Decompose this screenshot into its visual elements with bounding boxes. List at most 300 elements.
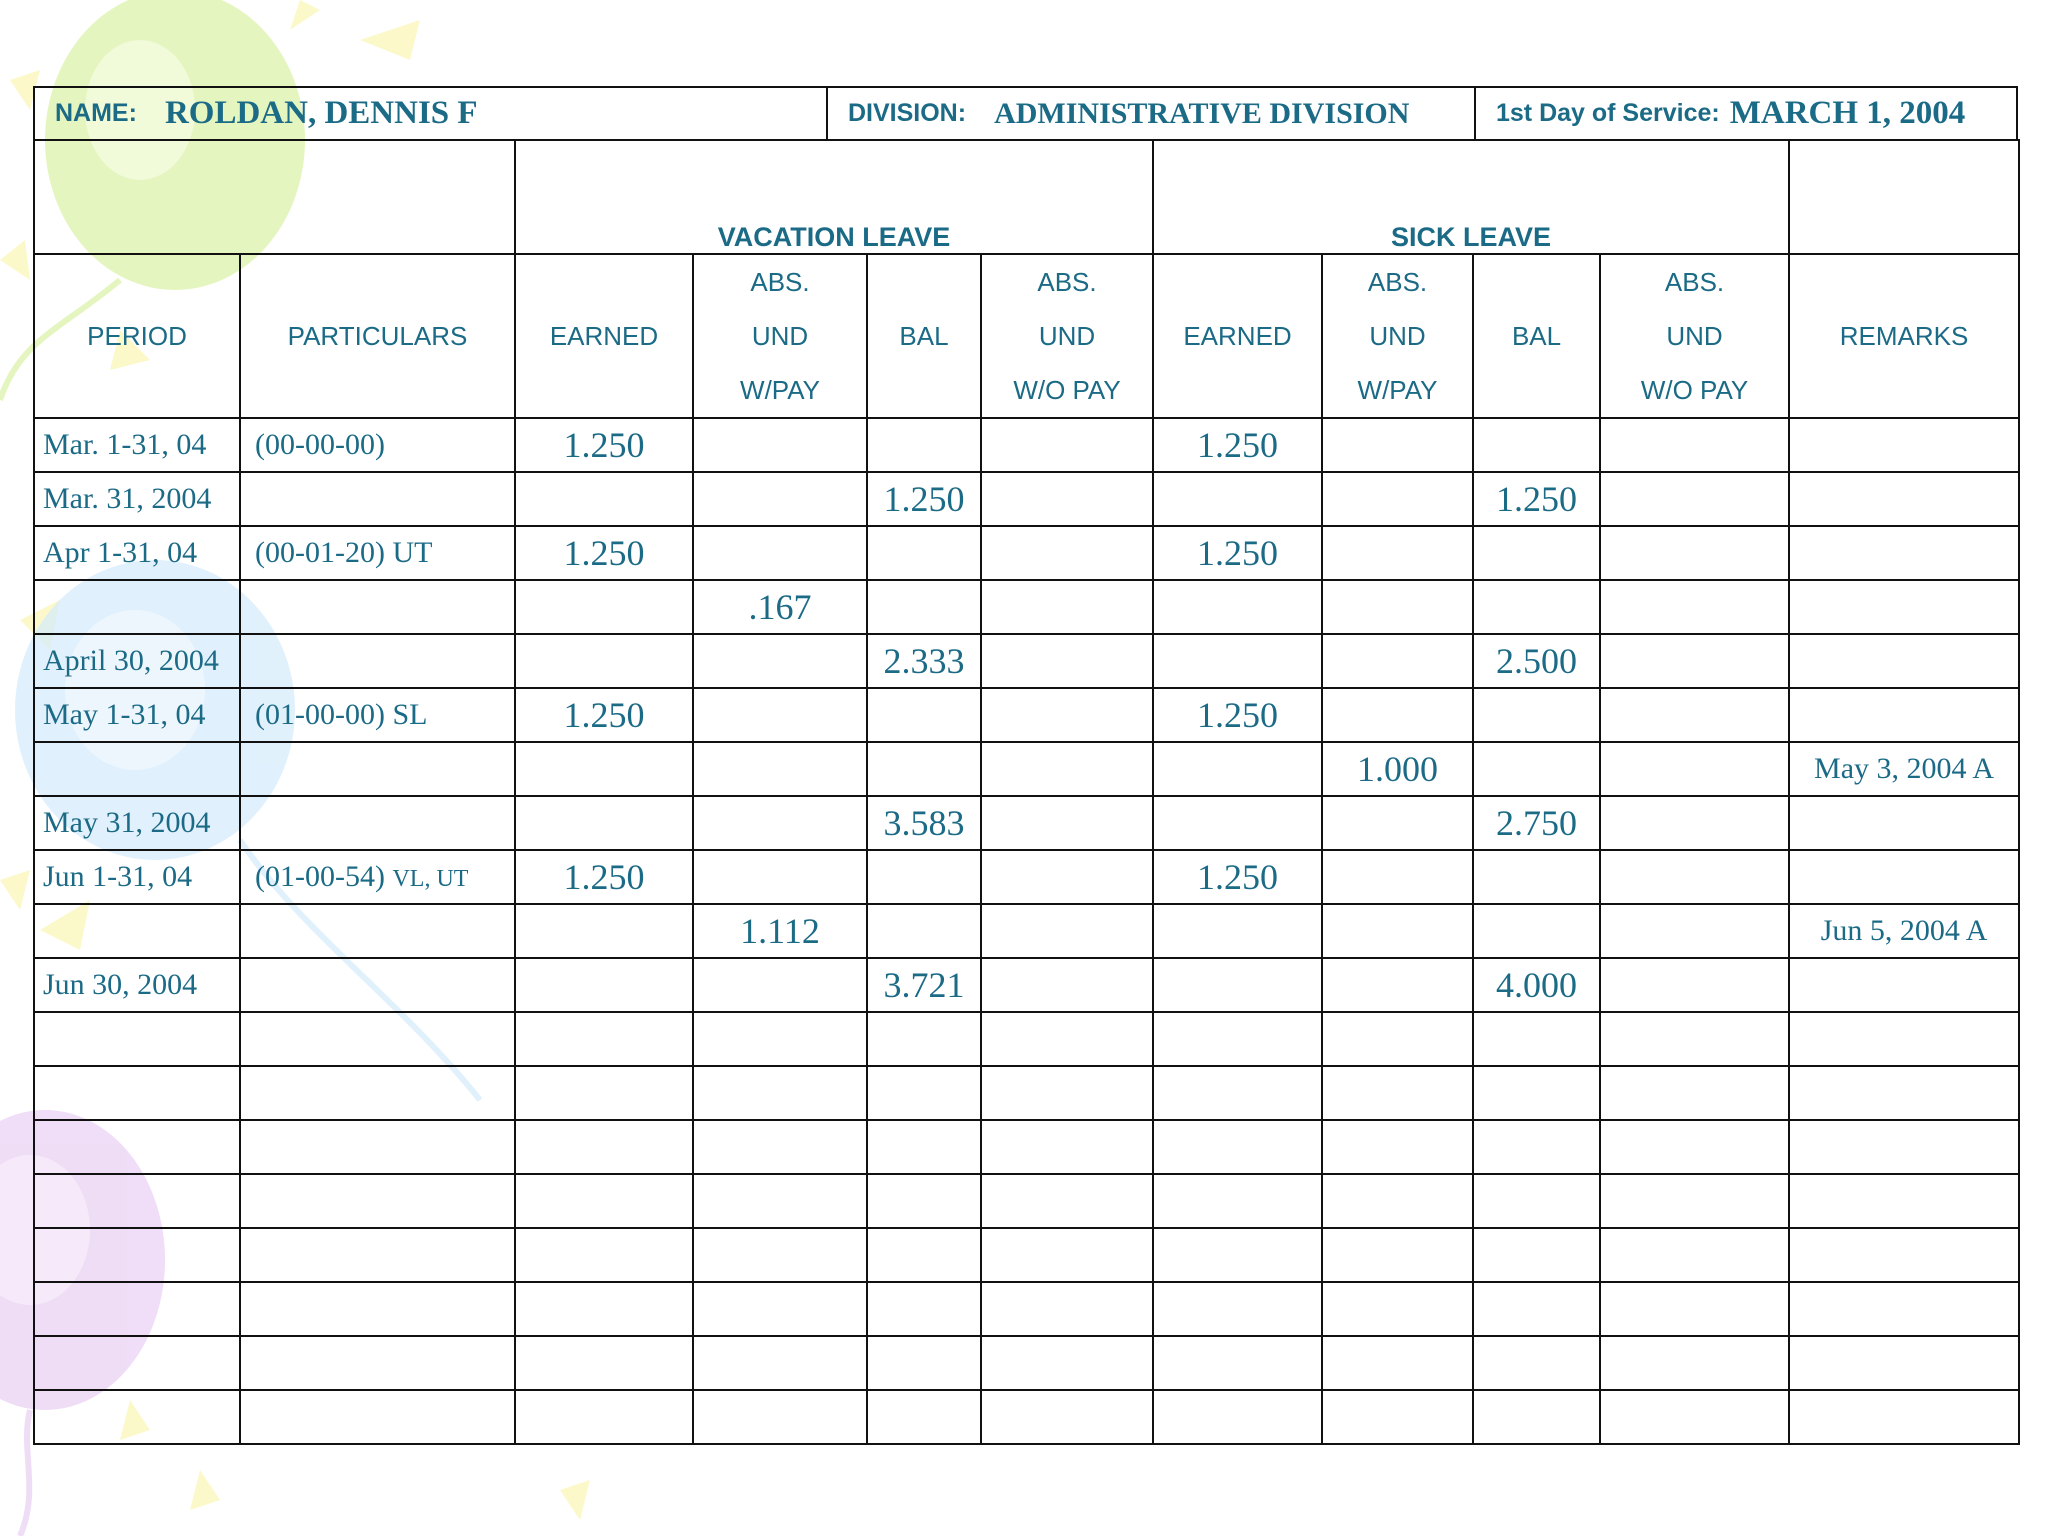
division-value: ADMINISTRATIVE DIVISION [994, 96, 1410, 130]
empty-row [34, 1228, 2019, 1282]
vl-earned-cell-text: 1.250 [563, 694, 645, 735]
division-cell [828, 88, 1476, 139]
empty-cell [34, 1120, 240, 1174]
col-sl-earned: EARNED [1153, 254, 1322, 418]
vl-bal-cell-text: 1.250 [883, 478, 965, 519]
table-row [34, 958, 2019, 1012]
empty-cell [693, 1120, 867, 1174]
table-row [34, 580, 2019, 634]
table-row [34, 634, 2019, 688]
empty-cell [1600, 1336, 1789, 1390]
sl-abs-wopay-cell [1600, 472, 1789, 526]
empty-cell [515, 1174, 693, 1228]
table-row [34, 688, 2019, 742]
empty-cell [981, 1066, 1153, 1120]
vl-bal-cell [867, 580, 981, 634]
col-line: UND [1666, 320, 1723, 351]
vl-earned-cell [515, 526, 693, 580]
sl-abs-wpay-cell [1322, 904, 1473, 958]
empty-cell [1153, 1174, 1322, 1228]
sl-abs-wopay-cell [1600, 958, 1789, 1012]
vl-abs-wpay-cell [693, 472, 867, 526]
sl-earned-cell [1153, 796, 1322, 850]
vl-abs-wopay-cell [981, 418, 1153, 472]
empty-cell [693, 1390, 867, 1444]
table-row [34, 904, 2019, 958]
sl-bal-cell [1473, 472, 1600, 526]
empty-cell [981, 1282, 1153, 1336]
empty-cell [1473, 1174, 1600, 1228]
particulars-cell [240, 418, 515, 472]
col-line: W/O PAY [1013, 374, 1121, 405]
remarks-cell [1789, 742, 2019, 796]
empty-cell [867, 1012, 981, 1066]
sl-abs-wopay-cell [1600, 418, 1789, 472]
division-label: DIVISION: [848, 99, 967, 127]
empty-cell [867, 1336, 981, 1390]
sl-bal-cell [1473, 850, 1600, 904]
empty-cell [34, 1390, 240, 1444]
vl-abs-wpay-cell [693, 688, 867, 742]
sl-earned-cell-text: 1.250 [1197, 424, 1279, 465]
vl-abs-wopay-cell [981, 580, 1153, 634]
empty-cell [34, 1228, 240, 1282]
remarks-cell [1789, 580, 2019, 634]
period-cell-text: Jun 30, 2004 [43, 967, 198, 1001]
vl-earned-cell [515, 850, 693, 904]
service-label: 1st Day of Service: [1496, 99, 1720, 127]
vl-abs-wopay-cell [981, 472, 1153, 526]
vl-abs-wpay-cell-text: .167 [748, 586, 812, 627]
vl-bal-cell [867, 418, 981, 472]
vl-earned-cell [515, 580, 693, 634]
vl-abs-wpay-cell [693, 958, 867, 1012]
empty-row [34, 1336, 2019, 1390]
empty-cell [515, 1336, 693, 1390]
vl-bal-cell [867, 958, 981, 1012]
name-value: ROLDAN, DENNIS F [164, 95, 478, 131]
sl-bal-cell [1473, 958, 1600, 1012]
employee-header [33, 86, 2018, 141]
vl-abs-wpay-cell [693, 904, 867, 958]
vl-abs-wpay-cell-text: 1.112 [740, 910, 820, 951]
vl-earned-cell-text: 1.250 [563, 856, 645, 897]
remarks-cell [1789, 958, 2019, 1012]
empty-cell [240, 1282, 515, 1336]
period-cell-text: Apr 1-31, 04 [43, 535, 198, 569]
sl-abs-wopay-cell [1600, 526, 1789, 580]
empty-cell [1789, 1336, 2019, 1390]
empty-cell [867, 1174, 981, 1228]
empty-cell [981, 1120, 1153, 1174]
col-particulars: PARTICULARS [240, 254, 515, 418]
sl-bal-cell-text: 4.000 [1496, 964, 1578, 1005]
particulars-cell [240, 904, 515, 958]
vl-abs-wpay-cell [693, 796, 867, 850]
vl-abs-wpay-cell [693, 634, 867, 688]
particulars-cell [240, 580, 515, 634]
table-row [34, 418, 2019, 472]
period-cell [34, 472, 240, 526]
empty-cell [1473, 1120, 1600, 1174]
empty-cell [34, 1066, 240, 1120]
sl-abs-wpay-cell [1322, 958, 1473, 1012]
empty-cell [515, 1120, 693, 1174]
empty-cell [1473, 1282, 1600, 1336]
sl-abs-wopay-cell [1600, 742, 1789, 796]
leave-ledger-table [33, 139, 2020, 1445]
table-row [34, 796, 2019, 850]
vl-abs-wpay-cell [693, 418, 867, 472]
table-row [34, 850, 2019, 904]
vl-abs-wpay-cell [693, 526, 867, 580]
empty-cell [693, 1174, 867, 1228]
empty-cell [1473, 1066, 1600, 1120]
vl-abs-wopay-cell [981, 904, 1153, 958]
sl-bal-cell-text: 2.750 [1496, 802, 1578, 843]
empty-cell [1600, 1012, 1789, 1066]
sl-earned-cell [1153, 526, 1322, 580]
empty-cell [240, 1336, 515, 1390]
empty-cell [515, 1066, 693, 1120]
particulars-suffix: VL, UT [392, 865, 469, 892]
empty-cell [1600, 1120, 1789, 1174]
sl-bal-cell [1473, 526, 1600, 580]
remarks-cell-text: Jun 5, 2004 A [1820, 913, 1988, 947]
vl-abs-wopay-cell [981, 526, 1153, 580]
vl-abs-wopay-cell [981, 742, 1153, 796]
vl-abs-wpay-cell [693, 580, 867, 634]
remarks-cell-text: May 3, 2004 A [1814, 751, 1995, 785]
sl-bal-cell [1473, 580, 1600, 634]
sl-abs-wpay-cell [1322, 688, 1473, 742]
sl-earned-cell-text: 1.250 [1197, 532, 1279, 573]
name-cell [35, 88, 828, 139]
vl-bal-cell [867, 904, 981, 958]
sl-abs-wpay-cell [1322, 418, 1473, 472]
sl-abs-wopay-cell [1600, 850, 1789, 904]
empty-cell [981, 1336, 1153, 1390]
sl-abs-wpay-cell [1322, 580, 1473, 634]
empty-cell [240, 1228, 515, 1282]
col-period: PERIOD [34, 254, 240, 418]
empty-cell [693, 1066, 867, 1120]
sl-earned-cell [1153, 688, 1322, 742]
period-cell [34, 634, 240, 688]
vacation-leave-header: VACATION LEAVE [515, 140, 1153, 254]
empty-cell [1600, 1066, 1789, 1120]
remarks-cell [1789, 472, 2019, 526]
col-sl-abs-wopay [1600, 254, 1789, 418]
col-line: W/PAY [1357, 374, 1438, 405]
sl-bal-cell [1473, 418, 1600, 472]
remarks-cell [1789, 850, 2019, 904]
empty-cell [1153, 1012, 1322, 1066]
table-row [34, 742, 2019, 796]
empty-cell [867, 1066, 981, 1120]
empty-cell [240, 1012, 515, 1066]
service-value: MARCH 1, 2004 [1729, 95, 1966, 131]
vl-abs-wpay-cell [693, 850, 867, 904]
sl-abs-wpay-cell [1322, 796, 1473, 850]
empty-cell [1153, 1120, 1322, 1174]
vl-earned-cell [515, 634, 693, 688]
empty-cell [1322, 1282, 1473, 1336]
empty-cell [1473, 1012, 1600, 1066]
col-line: UND [751, 320, 809, 351]
sl-abs-wopay-cell [1600, 688, 1789, 742]
col-line: UND [1038, 320, 1096, 351]
empty-cell [1473, 1390, 1600, 1444]
period-cell [34, 850, 240, 904]
empty-cell [981, 1174, 1153, 1228]
empty-cell [1322, 1174, 1473, 1228]
sl-abs-wpay-cell [1322, 850, 1473, 904]
empty-cell [1789, 1066, 2019, 1120]
sl-bal-cell [1473, 742, 1600, 796]
period-cell-text: Mar. 1-31, 04 [43, 427, 207, 461]
sl-earned-cell [1153, 418, 1322, 472]
period-cell [34, 796, 240, 850]
period-cell [34, 904, 240, 958]
period-cell-text: Mar. 31, 2004 [43, 481, 212, 515]
period-cell-text: May 1-31, 04 [43, 697, 206, 731]
vl-abs-wopay-cell [981, 634, 1153, 688]
vl-abs-wpay-cell [693, 742, 867, 796]
vl-bal-cell [867, 850, 981, 904]
particulars-cell [240, 472, 515, 526]
sl-bal-cell [1473, 796, 1600, 850]
sl-earned-cell [1153, 742, 1322, 796]
col-line: ABS. [1664, 266, 1725, 297]
table-row [34, 526, 2019, 580]
empty-cell [1153, 1066, 1322, 1120]
empty-cell [240, 1066, 515, 1120]
empty-row [34, 1282, 2019, 1336]
remarks-cell [1789, 904, 2019, 958]
col-line: W/O PAY [1640, 374, 1749, 405]
vl-bal-cell-text: 3.721 [883, 964, 965, 1005]
period-cell [34, 958, 240, 1012]
period-cell [34, 418, 240, 472]
group-blank [34, 140, 515, 254]
group-header-row [34, 140, 2019, 254]
vl-earned-cell [515, 796, 693, 850]
period-cell-text: May 31, 2004 [43, 805, 211, 839]
empty-cell [867, 1282, 981, 1336]
sl-earned-cell [1153, 580, 1322, 634]
period-cell [34, 742, 240, 796]
sl-abs-wpay-cell [1322, 742, 1473, 796]
vl-bal-cell [867, 472, 981, 526]
particulars-cell-text: (00-00-00) [255, 427, 385, 461]
empty-cell [515, 1282, 693, 1336]
period-cell-text: April 30, 2004 [43, 643, 219, 677]
ledger-body [34, 418, 2019, 1444]
empty-cell [515, 1390, 693, 1444]
empty-cell [34, 1174, 240, 1228]
vl-earned-cell [515, 418, 693, 472]
period-cell [34, 526, 240, 580]
empty-cell [1322, 1390, 1473, 1444]
col-remarks: REMARKS [1789, 254, 2019, 418]
particulars-cell-text: (01-00-00) SL [255, 697, 428, 731]
period-cell-text: Jun 1-31, 04 [43, 859, 193, 893]
particulars-cell [240, 526, 515, 580]
col-vl-abs-wopay [981, 254, 1153, 418]
vl-bal-cell-text: 2.333 [883, 640, 965, 681]
vl-earned-cell [515, 688, 693, 742]
column-header-row [34, 254, 2019, 418]
sl-earned-cell-text: 1.250 [1197, 856, 1279, 897]
col-line: W/PAY [740, 374, 820, 405]
vl-earned-cell-text: 1.250 [563, 532, 645, 573]
remarks-cell [1789, 418, 2019, 472]
col-sl-abs-wpay [1322, 254, 1473, 418]
particulars-cell [240, 688, 515, 742]
empty-cell [1600, 1228, 1789, 1282]
empty-cell [1600, 1174, 1789, 1228]
particulars-cell-text: (01-00-54) [255, 859, 385, 893]
particulars-cell [240, 796, 515, 850]
empty-cell [34, 1282, 240, 1336]
vl-bal-cell [867, 742, 981, 796]
empty-cell [1153, 1282, 1322, 1336]
vl-bal-cell-text: 3.583 [883, 802, 965, 843]
sl-abs-wpay-cell-text: 1.000 [1357, 748, 1439, 789]
sl-earned-cell [1153, 634, 1322, 688]
period-cell [34, 580, 240, 634]
sl-earned-cell [1153, 850, 1322, 904]
vl-bal-cell [867, 526, 981, 580]
period-cell [34, 688, 240, 742]
empty-row [34, 1012, 2019, 1066]
empty-cell [1473, 1228, 1600, 1282]
col-vl-earned: EARNED [515, 254, 693, 418]
sl-earned-cell [1153, 958, 1322, 1012]
sl-abs-wopay-cell [1600, 634, 1789, 688]
sl-abs-wpay-cell [1322, 634, 1473, 688]
sl-bal-cell-text: 2.500 [1496, 640, 1578, 681]
sl-earned-cell [1153, 472, 1322, 526]
sl-earned-cell-text: 1.250 [1197, 694, 1279, 735]
sl-bal-cell [1473, 688, 1600, 742]
empty-cell [515, 1228, 693, 1282]
particulars-cell [240, 958, 515, 1012]
particulars-cell [240, 850, 515, 904]
empty-cell [1322, 1012, 1473, 1066]
particulars-cell [240, 742, 515, 796]
sl-abs-wopay-cell [1600, 904, 1789, 958]
empty-cell [1789, 1012, 2019, 1066]
empty-cell [1789, 1174, 2019, 1228]
empty-cell [34, 1012, 240, 1066]
col-sl-bal: BAL [1473, 254, 1600, 418]
empty-cell [1322, 1228, 1473, 1282]
empty-cell [693, 1282, 867, 1336]
empty-cell [240, 1390, 515, 1444]
empty-cell [1322, 1336, 1473, 1390]
vl-abs-wopay-cell [981, 850, 1153, 904]
sl-bal-cell [1473, 904, 1600, 958]
empty-cell [1322, 1066, 1473, 1120]
particulars-cell-text: (00-01-20) UT [255, 535, 433, 569]
sl-abs-wopay-cell [1600, 580, 1789, 634]
sl-earned-cell [1153, 904, 1322, 958]
empty-row [34, 1120, 2019, 1174]
empty-cell [981, 1390, 1153, 1444]
empty-cell [1473, 1336, 1600, 1390]
group-blank-remarks [1789, 140, 2019, 254]
name-label: NAME: [55, 99, 137, 127]
vl-abs-wopay-cell [981, 688, 1153, 742]
empty-cell [1153, 1390, 1322, 1444]
empty-cell [1789, 1120, 2019, 1174]
sl-bal-cell [1473, 634, 1600, 688]
leave-card [33, 86, 2018, 1445]
remarks-cell [1789, 634, 2019, 688]
empty-cell [693, 1336, 867, 1390]
empty-cell [693, 1012, 867, 1066]
vl-earned-cell [515, 472, 693, 526]
remarks-cell [1789, 688, 2019, 742]
empty-cell [1322, 1120, 1473, 1174]
empty-cell [981, 1012, 1153, 1066]
empty-cell [1789, 1282, 2019, 1336]
empty-cell [693, 1228, 867, 1282]
empty-row [34, 1390, 2019, 1444]
vl-earned-cell [515, 958, 693, 1012]
empty-cell [1789, 1228, 2019, 1282]
empty-cell [1153, 1336, 1322, 1390]
vl-bal-cell [867, 796, 981, 850]
vl-bal-cell [867, 688, 981, 742]
particulars-cell [240, 634, 515, 688]
empty-cell [867, 1120, 981, 1174]
empty-cell [1600, 1282, 1789, 1336]
empty-row [34, 1174, 2019, 1228]
sick-leave-header: SICK LEAVE [1153, 140, 1789, 254]
col-line: UND [1369, 320, 1426, 351]
vl-bal-cell [867, 634, 981, 688]
empty-cell [34, 1336, 240, 1390]
remarks-cell [1789, 526, 2019, 580]
empty-cell [1153, 1228, 1322, 1282]
empty-row [34, 1066, 2019, 1120]
empty-cell [1789, 1390, 2019, 1444]
empty-cell [867, 1390, 981, 1444]
table-row [34, 472, 2019, 526]
sl-abs-wpay-cell [1322, 472, 1473, 526]
sl-abs-wopay-cell [1600, 796, 1789, 850]
empty-cell [515, 1012, 693, 1066]
vl-abs-wopay-cell [981, 958, 1153, 1012]
service-cell [1476, 88, 2016, 139]
empty-cell [240, 1120, 515, 1174]
vl-abs-wopay-cell [981, 796, 1153, 850]
sl-bal-cell-text: 1.250 [1496, 478, 1578, 519]
remarks-cell [1789, 796, 2019, 850]
col-vl-abs-wpay [693, 254, 867, 418]
vl-earned-cell [515, 904, 693, 958]
empty-cell [981, 1228, 1153, 1282]
empty-cell [1600, 1390, 1789, 1444]
sl-abs-wpay-cell [1322, 526, 1473, 580]
vl-earned-cell-text: 1.250 [563, 424, 645, 465]
col-line: ABS. [750, 266, 810, 297]
vl-earned-cell [515, 742, 693, 796]
empty-cell [867, 1228, 981, 1282]
